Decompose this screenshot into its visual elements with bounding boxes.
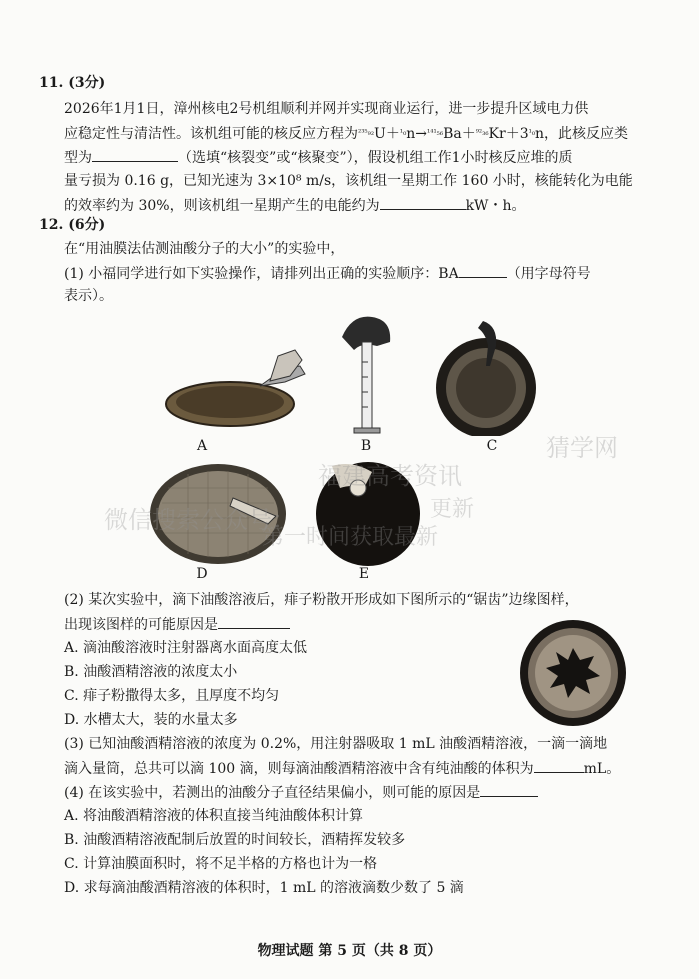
q12-part4-option-a: A. 将油酸酒精溶液的体积直接当纯油酸体积计算	[64, 808, 364, 824]
watermark-text-1: 微信搜索公众号：	[104, 506, 296, 534]
q12-part2-line1: (2) 某次实验中，滴下油酸溶液后，痱子粉散开形成如下图所示的“锯齿”边缘图样，	[64, 592, 579, 608]
q12-part4-option-c: C. 计算油膜面积时，将不足半格的方格也计为一格	[64, 856, 378, 872]
figure-e-label: E	[358, 566, 370, 582]
q12-part2-option-a: A. 滴油酸溶液时注射器离水面高度太低	[64, 640, 308, 656]
q11-line5: 的效率约为 30%，则该机组一星期产生的电能约为 kW・h。	[64, 195, 525, 216]
figure-a-label: A	[196, 438, 208, 454]
figure-e-powder-tray	[312, 458, 420, 566]
q11-line1: 2026年1月1日，漳州核电2号机组顺利并网并实现商业运行，进一步提升区域电力供	[64, 101, 589, 117]
q12-part1-line1: (1) 小福同学进行如下实验操作，请排列出正确的实验顺序：BA （用字母符号	[64, 263, 591, 284]
watermark-text-3: 猜学网	[546, 434, 618, 462]
figure-b-syringe	[332, 312, 402, 437]
q12-part1-blank[interactable]	[459, 263, 507, 278]
watermark-text-2: 福建高考资讯	[318, 462, 462, 490]
q11-blank1[interactable]	[92, 147, 178, 162]
q12-part4-line1: (4) 在该实验中，若测出的油酸分子直径结果偏小，则可能的原因是	[64, 782, 538, 803]
q12-part3-line1: (3) 已知油酸酒精溶液的浓度为 0.2%，用注射器吸取 1 mL 油酸酒精溶液，一滴一滴地	[64, 736, 608, 752]
q11-number: 11. (3分)	[39, 75, 106, 91]
q12-part1-line2: 表示）。	[64, 288, 113, 304]
q12-part2-option-d: D. 水槽太大，装的水量太多	[64, 712, 238, 728]
q11-line3: 型为 （选填“核裂变”或“核聚变”），假设机组工作1小时核反应堆的质	[64, 147, 573, 168]
q12-part3-line2: 滴入量筒，总共可以滴 100 滴，则每滴油酸酒精溶液中含有纯油酸的体积为 mL。	[64, 758, 620, 779]
q12-part2-option-b: B. 油酸酒精溶液的浓度太小	[64, 664, 238, 680]
figure-c-label: C	[486, 438, 498, 454]
watermark-text-5: 更新	[430, 497, 475, 522]
q12-number: 12. (6分)	[39, 217, 106, 233]
q12-part2-line2: 出现该图样的可能原因是	[64, 614, 290, 635]
q12-part4-option-b: B. 油酸酒精溶液配制后放置的时间较长，酒精挥发较多	[64, 832, 406, 848]
q12-part3-blank[interactable]	[534, 758, 584, 773]
q12-part2-option-c: C. 痱子粉撒得太多，且厚度不均匀	[64, 688, 280, 704]
q12-part4-option-d: D. 求每滴油酸酒精溶液的体积时，1 mL 的溶液滴数少数了 5 滴	[64, 880, 464, 896]
q12-intro: 在“用油膜法估测油酸分子的大小”的实验中，	[64, 241, 345, 257]
figure-a-pan	[160, 336, 310, 436]
q11-line4: 量亏损为 0.16 g，已知光速为 3×10⁸ m/s，该机组一星期工作 160 小时，核能转化为电能	[64, 173, 633, 189]
q11-line2: 应稳定性与清洁性。该机组可能的核反应方程为$^{^{235}_{92}}U+^{^1_0}n\to^{^{141}_{56}}Ba+^{^{92}_{36}}Kr+3^{^1_0}n$，此核反应类	[64, 126, 629, 142]
figure-b-label: B	[360, 438, 372, 454]
page-footer: 物理试题 第 5 页（共 8 页）	[257, 943, 442, 959]
figure-sawtooth-film	[518, 618, 628, 728]
q12-part2-blank[interactable]	[218, 614, 290, 629]
figure-d-label: D	[196, 566, 208, 582]
q11-blank2[interactable]	[380, 195, 466, 210]
watermark-text-4: 第一时间获取最新	[262, 525, 439, 550]
figure-c-dropper	[428, 316, 538, 436]
figure-d-grid-tray	[148, 458, 288, 566]
q12-part4-blank[interactable]	[480, 782, 538, 797]
